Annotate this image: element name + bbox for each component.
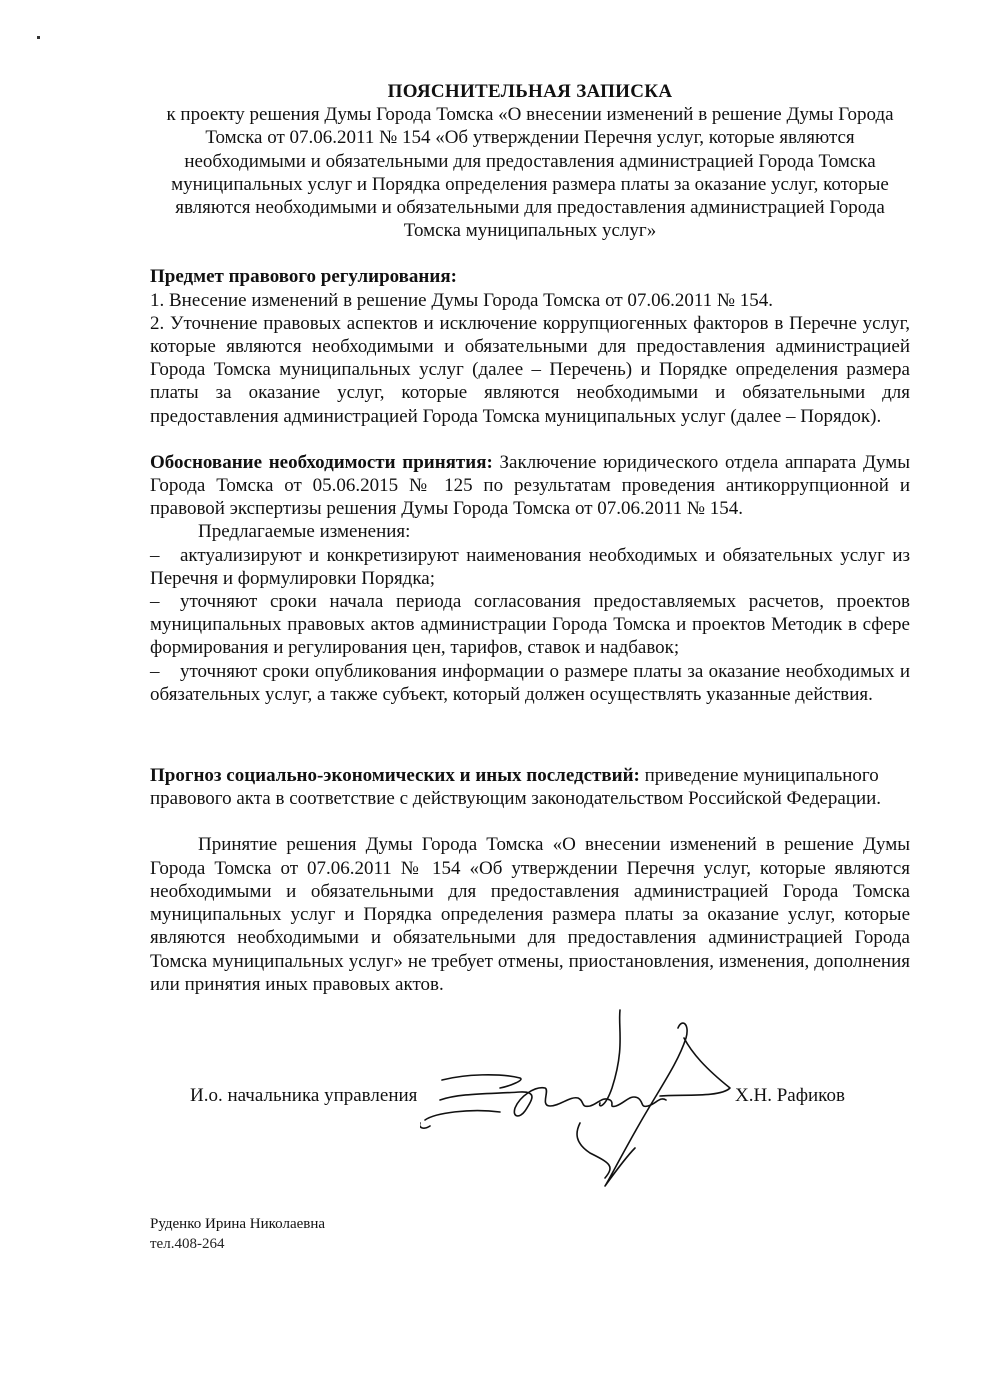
forecast-text: приведение муниципального правового акта в соответствие с действующим законодательством Российской Федерации. [150, 765, 882, 810]
conclusion-paragraph: Принятие решения Думы Города Томска «О внесении изменений в решение Думы Города Томска от 07.06.2011 № 154 «Об утверждении Перечня услуг, которые являются необходимыми и обязательными для предоставления администрацией Города Томска муниципальных услуг и Порядка определения размера платы за оказание услуг, которые являются необходимыми и обязательными для предоставления администрацией Города Томска муниципальных услуг» не требует отмены, приостановления, изменения, дополнения или принятия иных правовых актов. [150, 834, 910, 995]
executor-phone: тел.408-264 [150, 1236, 225, 1252]
spacer [150, 810, 910, 833]
forecast-paragraph [150, 764, 910, 810]
executor-block [150, 1214, 325, 1254]
document-page [150, 80, 910, 996]
justification-heading: Обоснование необходимости принятия: [150, 451, 493, 473]
change-item-text: уточняют сроки начала периода согласования предоставляемых расчетов, проектов муниципальных правовых актов администрации Города Томска и проектов Методик в сфере формирования и регулирования цен, тарифов, ставок и надбавок; [150, 591, 910, 659]
subject-item-2: 2. Уточнение правовых аспектов и исключение коррупциогенных факторов в Перечне услуг, которые являются необходимыми и обязательными для предоставления администрацией Города Томска муниципальных услуг (далее – Перечень) и Порядке определения размера платы за оказание услуг, которые являются необходимыми и обязательными для предоставления администрацией Города Томска муниципальных услуг (далее – Порядок). [150, 312, 910, 427]
forecast-heading: Прогноз социально-экономических и иных последствий: [150, 765, 640, 787]
spacer [150, 752, 910, 764]
change-item-2 [150, 590, 910, 660]
document-title: ПОЯСНИТЕЛЬНАЯ ЗАПИСКА [387, 81, 673, 102]
subject-section [150, 265, 910, 427]
subject-item-1: 1. Внесение изменений в решение Думы Города Томска от 07.06.2011 № 154. [150, 289, 774, 311]
changes-intro: Предлагаемые изменения: [198, 521, 411, 543]
dash-bullet: – [150, 591, 160, 613]
executor-name: Руденко Ирина Николаевна [150, 1216, 326, 1232]
change-item-1 [150, 544, 910, 590]
justification-text: Заключение юридического отдела аппарата Думы Города Томска от 05.06.2015 № 125 по результатам проведения антикоррупционной и правовой экспертизы решения Думы Города Томска от 07.06.2011 № 154. [150, 451, 911, 520]
dash-bullet: – [150, 544, 160, 566]
forecast-section [150, 764, 910, 810]
subject-heading: Предмет правового регулирования: [150, 266, 457, 288]
signature-block [0, 1085, 1000, 1195]
signatory-position: И.о. начальника управления [190, 1085, 418, 1106]
spacer [150, 428, 910, 451]
document-subtitle: к проекту решения Думы Города Томска «О внесении изменений в решение Думы Города Томска от 07.06.2011 № 154 «Об утверждении Перечня услуг, которые являются необходимыми и обязательными для предоставления администрацией Города Томска муниципальных услуг и Порядка определения размера платы за оказание услуг, которые являются необходимыми и обязательными для предоставления администрацией Города Томска муниципальных услуг» [166, 104, 894, 242]
change-item-3 [150, 660, 910, 706]
spacer [150, 706, 910, 752]
change-item-text: актуализируют и конкретизируют наименования необходимых и обязательных услуг из Перечня и формулировки Порядка; [150, 544, 910, 589]
dash-bullet: – [150, 660, 160, 682]
spacer [150, 242, 910, 265]
scan-speck [37, 36, 40, 39]
change-item-text: уточняют сроки опубликования информации о размере платы за оказание необходимых и обязательных услуг, а также субъект, который должен осуществлять указанные действия. [150, 660, 910, 705]
signatory-name: Х.Н. Рафиков [735, 1085, 845, 1106]
justification-section [150, 451, 910, 706]
justification-paragraph [150, 451, 910, 521]
